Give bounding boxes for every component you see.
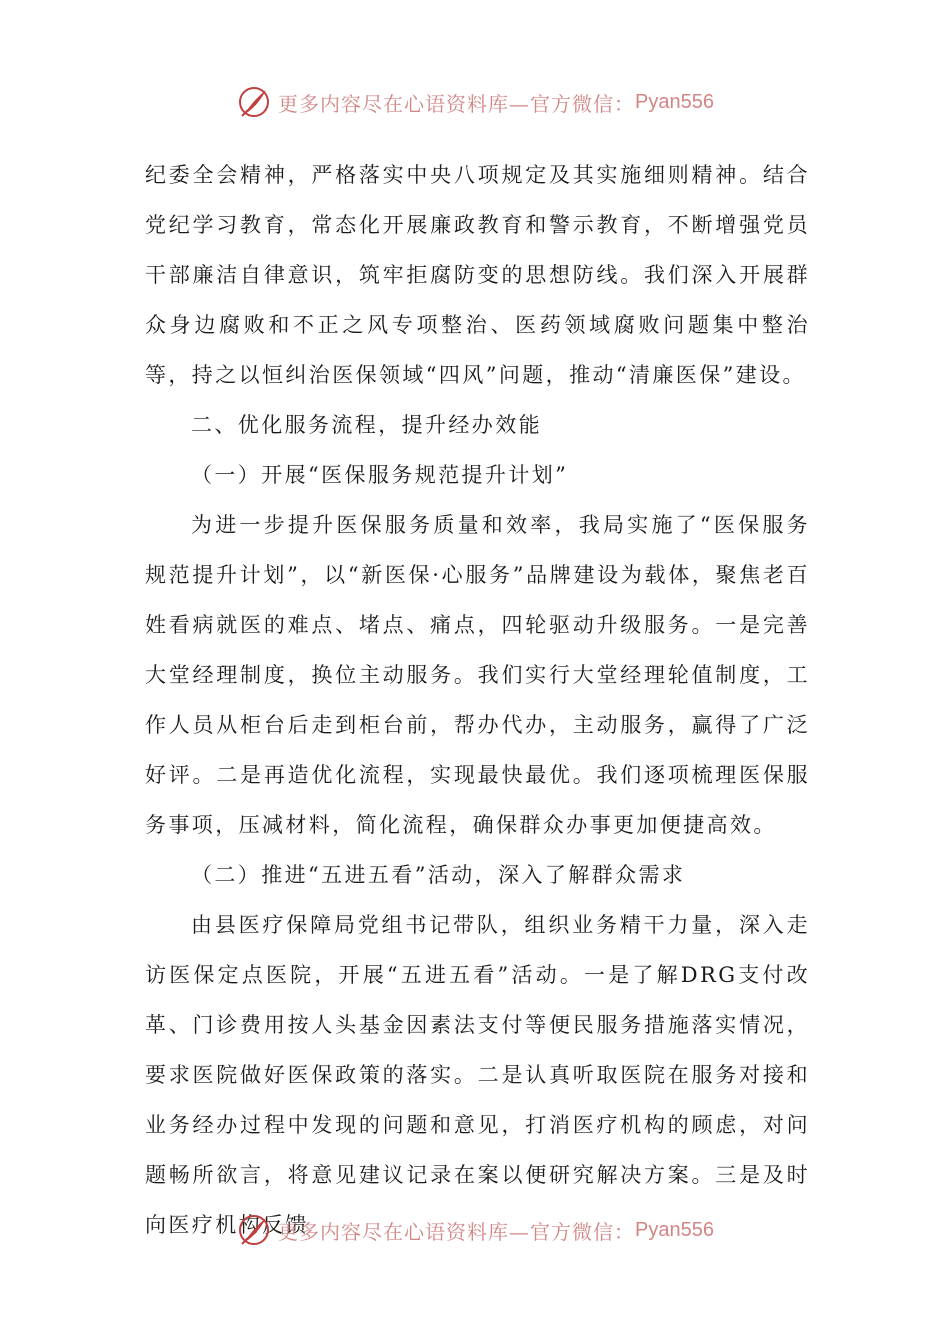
- section-heading: 二、优化服务流程，提升经办效能: [191, 413, 542, 437]
- watermark-text: 更多内容尽在心语资料库—官方微信：: [278, 91, 636, 116]
- subsection-heading: （二）推进“五进五看”活动，深入了解群众需求: [191, 863, 686, 887]
- paragraph-body: 由县医疗保障局党组书记带队，组织业务精干力量，深入走访医保定点医院，开展“五进五看”活动。一是了解DRG支付改革、门诊费用按人头基金因素法支付等便民服务措施落实情况，要求医院做好医保政策的落实。二是认真听取医院在服务对接和业务经办过程中发现的问题和意见，打消医疗机构的顾虑，对问题畅所欲言，将意见建议记录在案以便研究解决方案。三是及时向医疗机构反馈: [145, 913, 810, 1237]
- watermark-header: [0, 84, 950, 120]
- quill-logo-icon: [236, 1212, 272, 1248]
- quill-logo-icon: [236, 84, 272, 120]
- watermark-text: 更多内容尽在心语资料库—官方微信：: [278, 1219, 636, 1244]
- watermark-id: Pyan556: [635, 1218, 714, 1241]
- document-body: [145, 150, 810, 1250]
- watermark-footer: [0, 1212, 950, 1248]
- paragraph-continuation: 纪委全会精神，严格落实中央八项规定及其实施细则精神。结合党纪学习教育，常态化开展廉政教育和警示教育，不断增强党员干部廉洁自律意识，筑牢拒腐防变的思想防线。我们深入开展群众身边腐败和不正之风专项整治、医药领域腐败问题集中整治等，持之以恒纠治医保领域“四风”问题，推动“清廉医保”建设。: [145, 163, 810, 387]
- subsection-heading: （一）开展“医保服务规范提升计划”: [191, 463, 569, 487]
- paragraph-body: 为进一步提升医保服务质量和效率，我局实施了“医保服务规范提升计划”，以“新医保·心服务”品牌建设为载体，聚焦老百姓看病就医的难点、堵点、痛点，四轮驱动升级服务。一是完善大堂经理制度，换位主动服务。我们实行大堂经理轮值制度，工作人员从柜台后走到柜台前，帮办代办，主动服务，赢得了广泛好评。二是再造优化流程，实现最快最优。我们逐项梳理医保服务事项，压减材料，简化流程，确保群众办事更加便捷高效。: [145, 513, 810, 837]
- watermark-id: Pyan556: [635, 90, 714, 113]
